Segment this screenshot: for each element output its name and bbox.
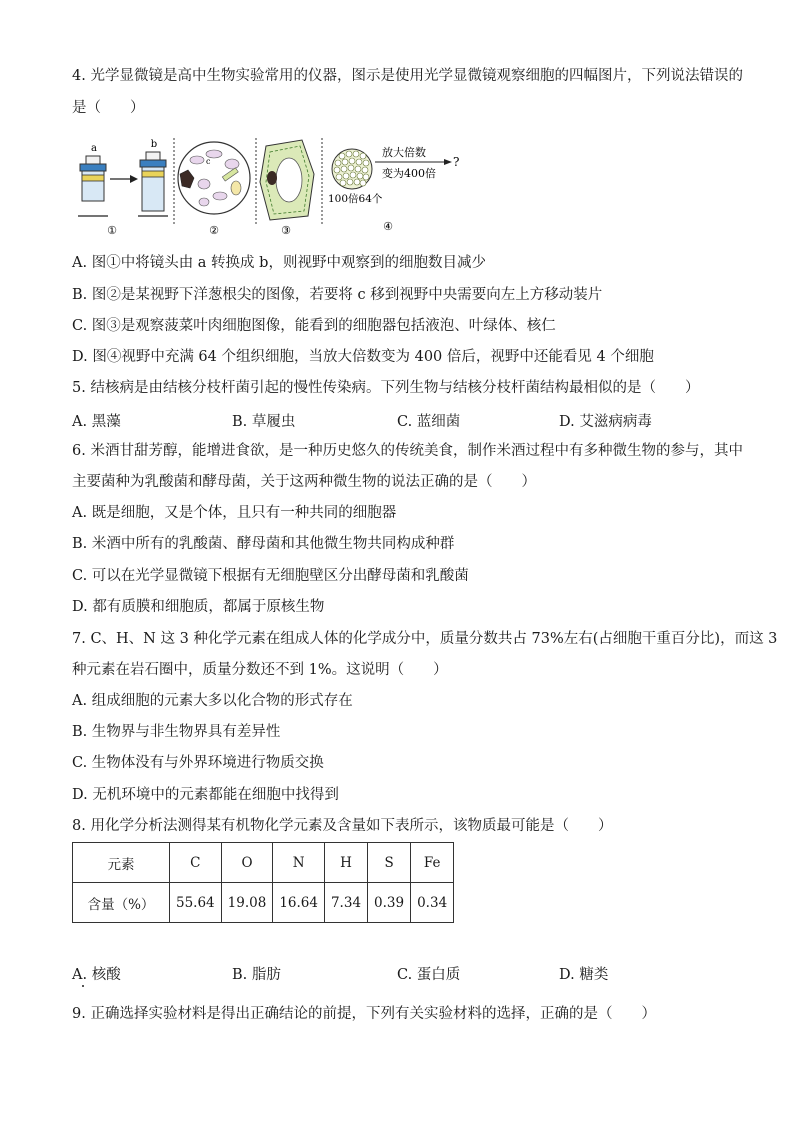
arrow-head (130, 175, 138, 183)
table-cell: 0.39 (368, 883, 411, 923)
q6-stem-line2: 主要菌种为乳酸菌和酵母菌，关于这两种微生物的说法正确的是（ ） (72, 474, 536, 490)
q8-option-b: B. 脂肪 (232, 967, 281, 983)
table-cell: O (221, 843, 273, 883)
tissue-field (332, 149, 372, 189)
q5-stem: 5. 结核病是由结核分枝杆菌引起的慢性传染病。下列生物与结核分枝杆菌结构最相似的是（ ） (72, 380, 700, 396)
q7-option-c: C. 生物体没有与外界环境进行物质交换 (72, 755, 324, 771)
q4-stem-line1: 4. 光学显微镜是高中生物实验常用的仪器，图示是使用光学显微镜观察细胞的四幅图片，下列说法错误的 (72, 68, 743, 84)
table-row (73, 883, 454, 923)
q6-option-a: A. 既是细胞，又是个体，且只有一种共同的细胞器 (72, 505, 397, 521)
leaf-cell (260, 140, 314, 220)
q6-option-c: C. 可以在光学显微镜下根据有无细胞壁区分出酵母菌和乳酸菌 (72, 568, 469, 584)
q5-option-d: D. 艾滋病病毒 (559, 414, 652, 430)
table-cell: Fe (411, 843, 454, 883)
q6-option-b: B. 米酒中所有的乳酸菌、酵母菌和其他微生物共同构成种群 (72, 536, 455, 552)
q7-option-b: B. 生物界与非生物界具有差异性 (72, 724, 281, 740)
q5-options (72, 410, 722, 430)
table-cell: 元素 (73, 843, 170, 883)
q4-option-a: A. 图①中将镜头由 a 转换成 b，则视野中观察到的细胞数目减少 (72, 255, 486, 271)
q8-stem: 8. 用化学分析法测得某有机物化学元素及含量如下表所示，该物质最可能是（ ） (72, 818, 613, 834)
table-cell: 55.64 (170, 883, 222, 923)
objective-lens-b (140, 152, 166, 211)
table-cell: 含量（%） (73, 883, 170, 923)
lens-a-label: a (91, 143, 97, 154)
figure-label-2: ② (209, 224, 219, 237)
table-cell: C (170, 843, 222, 883)
mag-text-1: 放大倍数 (382, 146, 426, 159)
table-cell: N (273, 843, 325, 883)
figure-label-4: ④ (383, 220, 393, 233)
question-mark: ? (453, 155, 460, 169)
table-cell: 16.64 (273, 883, 325, 923)
cell-c-label: c (206, 157, 211, 166)
q4-stem-line2: 是（ ） (72, 100, 145, 116)
q6-stem-line1: 6. 米酒甘甜芳醇，能增进食欲，是一种历史悠久的传统美食，制作米酒过程中有多种微生物的参与，其中 (72, 443, 743, 459)
root-tip-field (178, 142, 250, 214)
q4-microscope-figure (72, 134, 492, 240)
lens-b-label: b (150, 139, 158, 150)
q5-option-b: B. 草履虫 (232, 414, 296, 430)
q4-option-c: C. 图③是观察菠菜叶肉细胞图像，能看到的细胞器包括液泡、叶绿体、核仁 (72, 318, 556, 334)
q8-option-a: A. 核酸 (72, 967, 121, 983)
table-cell: 0.34 (411, 883, 454, 923)
q8-option-c: C. 蛋白质 (397, 967, 461, 983)
table-cell: S (368, 843, 411, 883)
q6-option-d: D. 都有质膜和细胞质，都属于原核生物 (72, 599, 325, 615)
count-text: 100倍64个 (328, 193, 383, 205)
stray-mark (82, 985, 84, 987)
table-cell: H (324, 843, 367, 883)
objective-lens-a (80, 156, 106, 201)
q7-option-a: A. 组成细胞的元素大多以化合物的形式存在 (72, 693, 353, 709)
table-row (73, 843, 454, 883)
table-cell: 7.34 (324, 883, 367, 923)
figure-label-1: ① (107, 224, 117, 237)
q8-option-d: D. 糖类 (559, 967, 609, 983)
figure-label-3: ③ (281, 224, 291, 237)
mag-text-2: 变为400倍 (382, 167, 436, 180)
q7-stem-line2: 种元素在岩石圈中，质量分数还不到 1%。这说明（ ） (72, 662, 448, 678)
q7-stem-line1: 7. C、H、N 这 3 种化学元素在组成人体的化学成分中，质量分数共占 73%左右(占细胞干重百分比)，而这 3 (72, 631, 778, 647)
q5-option-a: A. 黑藻 (72, 414, 121, 430)
table-cell: 19.08 (221, 883, 273, 923)
q4-option-d: D. 图④视野中充满 64 个组织细胞，当放大倍数变为 400 倍后，视野中还能看见 4 个细胞 (72, 349, 654, 365)
element-content-table (72, 842, 454, 923)
q4-option-b: B. 图②是某视野下洋葱根尖的图像，若要将 c 移到视野中央需要向左上方移动装片 (72, 287, 603, 303)
q9-stem: 9. 正确选择实验材料是得出正确结论的前提，下列有关实验材料的选择，正确的是（ ） (72, 1006, 656, 1022)
q7-option-d: D. 无机环境中的元素都能在细胞中找得到 (72, 787, 339, 803)
mag-arrow-head (444, 159, 452, 165)
q5-option-c: C. 蓝细菌 (397, 414, 461, 430)
q8-options (72, 963, 722, 983)
